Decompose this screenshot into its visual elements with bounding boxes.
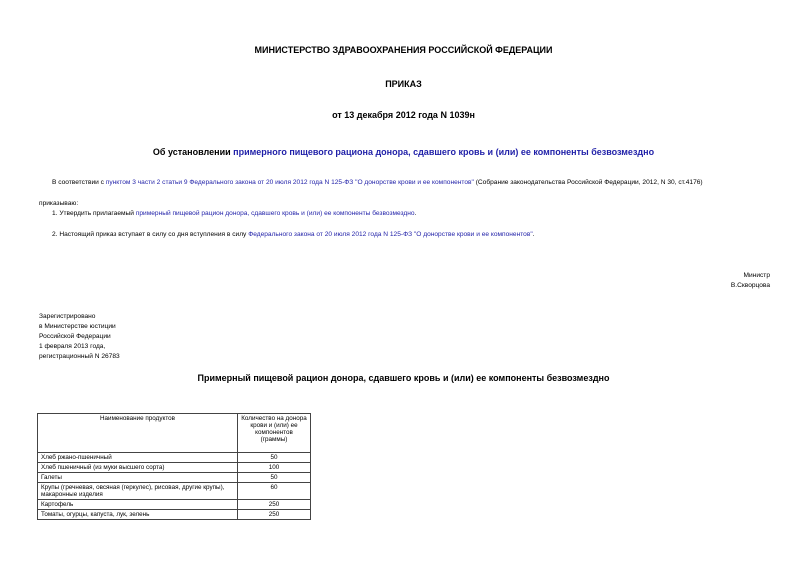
registration-line-4: 1 февраля 2013 года, (39, 343, 106, 350)
ministry-heading: МИНИСТЕРСТВО ЗДРАВООХРАНЕНИЯ РОССИЙСКОЙ ФЕДЕРАЦИИ (254, 45, 553, 55)
intro-law-link[interactable]: пунктом 3 части 2 статьи 9 Федерального закона от 20 июля 2012 года N 125-ФЗ "О донорстве крови и ее компонентов" (105, 179, 474, 186)
order-item-1 (52, 209, 416, 219)
registration-line-5: регистрационный N 26783 (39, 353, 120, 360)
product-name: Картофель (38, 500, 238, 510)
order-item-2 (52, 230, 535, 240)
table-row (38, 463, 311, 473)
order-title (0, 147, 807, 157)
product-name: Хлеб пшеничный (из муки высшего сорта) (38, 463, 238, 473)
table-row (38, 473, 311, 483)
registration-line-1: Зарегистрировано (39, 313, 96, 320)
signer-name: В.Скворцова (730, 282, 770, 289)
product-name: Хлеб ржано-пшеничный (38, 453, 238, 463)
signer-title: Министр (743, 272, 770, 279)
appendix-title: Примерный пищевой рацион донора, сдавшего кровь и (или) ее компоненты безвозмездно (197, 373, 610, 383)
order-heading: ПРИКАЗ (385, 79, 422, 89)
item2-suffix: . (532, 231, 535, 238)
intro-paragraph (52, 178, 703, 188)
table-row (38, 500, 311, 510)
header-quantity: Количество на донора крови и (или) ее компонентов (граммы) (238, 414, 311, 453)
item2-prefix: 2. Настоящий приказ вступает в силу со дня вступления в силу (52, 231, 249, 238)
table-row (38, 453, 311, 463)
product-qty: 250 (238, 510, 311, 520)
item2-link[interactable]: Федерального закона от 20 июля 2012 года N 125-ФЗ "О донорстве крови и ее компонентов" (248, 231, 533, 238)
registration-line-2: в Министерстве юстиции (39, 323, 116, 330)
product-qty: 50 (238, 473, 311, 483)
item1-suffix: . (414, 210, 417, 217)
title-link[interactable]: примерного пищевого рациона донора, сдавшего кровь и (или) ее компоненты безвозмездно (233, 147, 655, 157)
product-qty: 100 (238, 463, 311, 473)
item1-prefix: 1. Утвердить прилагаемый (52, 210, 136, 217)
header-product: Наименование продуктов (38, 414, 238, 453)
product-qty: 250 (238, 500, 311, 510)
table-row (38, 483, 311, 500)
product-qty: 60 (238, 483, 311, 500)
registration-line-3: Российской Федерации (39, 333, 111, 340)
intro-prefix: В соответствии с (52, 179, 106, 186)
product-name: Галеты (38, 473, 238, 483)
item1-link[interactable]: примерный пищевой рацион донора, сдавшего кровь и (или) ее компоненты безвозмездно (135, 210, 415, 217)
table-header-row (38, 414, 311, 453)
product-name: Крупы (гречневая, овсяная (геркулес), рисовая, другие крупы), макаронные изделия (38, 483, 238, 500)
product-qty: 50 (238, 453, 311, 463)
table-row (38, 510, 311, 520)
intro-suffix: (Собрание законодательства Российской Федерации, 2012, N 30, ст.4176) (473, 179, 703, 186)
title-prefix: Об установлении (152, 147, 234, 157)
order-date: от 13 декабря 2012 года N 1039н (332, 110, 475, 120)
order-verb: приказываю: (39, 200, 79, 207)
food-ration-table (37, 413, 311, 520)
product-name: Томаты, огурцы, капуста, лук, зелень (38, 510, 238, 520)
